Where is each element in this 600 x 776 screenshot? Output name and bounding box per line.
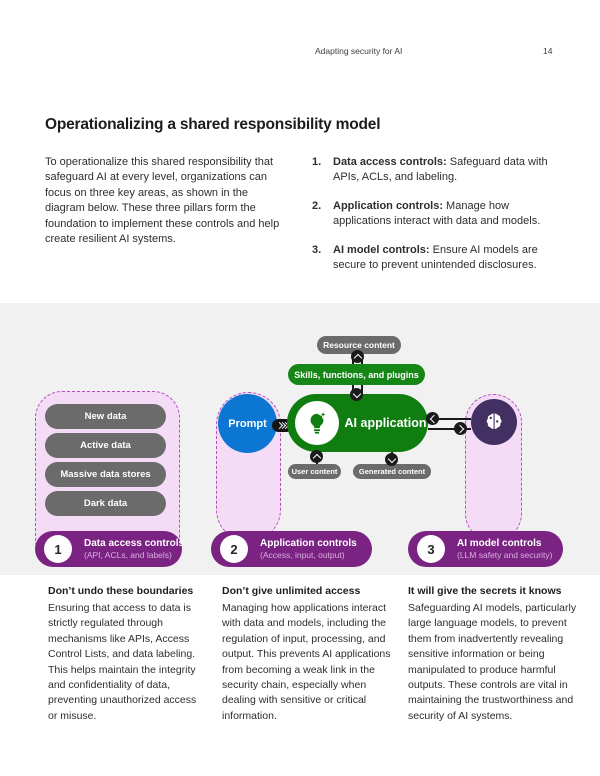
- column-heading: Don’t undo these boundaries: [48, 585, 194, 597]
- list-body: Ensure AI models are secure to prevent unintended disclosures.: [333, 243, 538, 272]
- brain-glyph: [481, 409, 507, 435]
- banner-subtitle: (LLM safety and security): [457, 549, 553, 560]
- column-body: Managing how applications interact with data and models, including the regulation of input, processing, and output. This prevents AI applications from becoming a weak link in the security chain, especially when dealing with sensitive or critical information.: [222, 602, 391, 722]
- data-pill-new-data: New data: [45, 404, 166, 429]
- column-application: [222, 585, 392, 724]
- number-badge-1: 1: [44, 535, 72, 563]
- flow-down-arrow-icon: [385, 453, 398, 466]
- column-heading: Don’t give unlimited access: [222, 585, 361, 597]
- flow-up-arrow-icon: [351, 350, 364, 363]
- banner-text: [457, 538, 552, 560]
- flow-left-arrow-icon: [426, 412, 439, 425]
- key-area-item-3: [312, 243, 560, 274]
- list-text: [333, 199, 560, 230]
- banner-title: AI model controls: [457, 537, 542, 549]
- resource-content-pill: Resource content: [317, 336, 401, 354]
- list-body: Manage how applications interact with data and models.: [333, 199, 541, 228]
- key-area-item-1: [312, 155, 560, 186]
- list-text: [333, 155, 560, 186]
- banner-subtitle: (Access, input, output): [260, 549, 345, 560]
- chevron-right-icon: [455, 424, 463, 432]
- brain-icon: [471, 399, 517, 445]
- number-badge-2: 2: [220, 535, 248, 563]
- intro-paragraph: To operationalize this shared responsibility that safeguard AI at every level, organizations can focus on three key areas, as shown in the diagram below. These three pillars form the foundation to implement these controls and help create resilient AI systems.: [45, 156, 280, 246]
- column-data-access: [48, 585, 208, 724]
- prompt-node: Prompt: [218, 394, 277, 453]
- column-body: Safeguarding AI models, particularly large language models, to prevent them from inadvertently revealing sensitive information or being manipulated to produce harmful outputs. These controls are vital in maintaining the trustworthiness and security of AI systems.: [408, 602, 577, 722]
- banner-title: Application controls: [260, 537, 357, 549]
- banner-data-access-controls: [35, 531, 185, 567]
- list-label: Application controls:: [333, 199, 443, 212]
- number-badge-3: 3: [417, 535, 445, 563]
- skills-functions-plugins-pill: Skills, functions, and plugins: [288, 364, 425, 385]
- banner-ai-model-controls: [408, 531, 563, 567]
- banner-text: [260, 538, 357, 560]
- banner-subtitle: (API, ACLs, and labels): [84, 549, 172, 560]
- data-pill-active-data: Active data: [45, 433, 166, 458]
- running-header: Adapting security for AI: [315, 46, 403, 56]
- key-area-item-2: [312, 199, 560, 230]
- banner-title: Data access controls: [84, 537, 185, 549]
- banner-text: [84, 538, 184, 560]
- list-text: [333, 243, 560, 274]
- list-label: Data access controls:: [333, 156, 447, 168]
- data-pill-massive-data-stores: Massive data stores: [45, 462, 166, 487]
- page-title: Operationalizing a shared responsibility model: [45, 116, 381, 133]
- ai-application-label: AI application: [344, 416, 427, 430]
- list-number: 2.: [312, 199, 322, 212]
- lightbulb-glyph: [302, 408, 332, 438]
- lightbulb-sparkle-icon: [295, 401, 339, 445]
- list-body: Safeguard data with APIs, ACLs, and labeling.: [333, 156, 548, 184]
- column-ai-model: [408, 585, 582, 724]
- list-number: 1.: [312, 156, 322, 168]
- flow-down-arrow-icon: [350, 388, 363, 401]
- chevron-up-icon: [312, 453, 320, 461]
- flow-up-arrow-icon: [310, 450, 323, 463]
- flow-right-arrow-icon: [454, 422, 467, 435]
- banner-application-controls: [211, 531, 372, 567]
- page-number: 14: [543, 46, 553, 56]
- user-content-pill: User content: [288, 464, 341, 479]
- key-areas-list: [312, 155, 560, 286]
- list-label: AI model controls:: [333, 243, 430, 256]
- data-pill-dark-data: Dark data: [45, 491, 166, 516]
- chevron-left-icon: [429, 414, 437, 422]
- column-heading: It will give the secrets it knows: [408, 585, 562, 597]
- column-body: Ensuring that access to data is strictly regulated through mechanisms like APIs, Access Control Lists, and data labeling. This helps maintain the integrity and confidentiality of data, preventing unauthorized access or misuse.: [48, 602, 197, 722]
- chevron-up-icon: [353, 353, 361, 361]
- chevron-down-icon: [352, 389, 360, 397]
- chevron-down-icon: [387, 454, 395, 462]
- generated-content-pill: Generated content: [353, 464, 431, 479]
- list-number: 3.: [312, 243, 322, 256]
